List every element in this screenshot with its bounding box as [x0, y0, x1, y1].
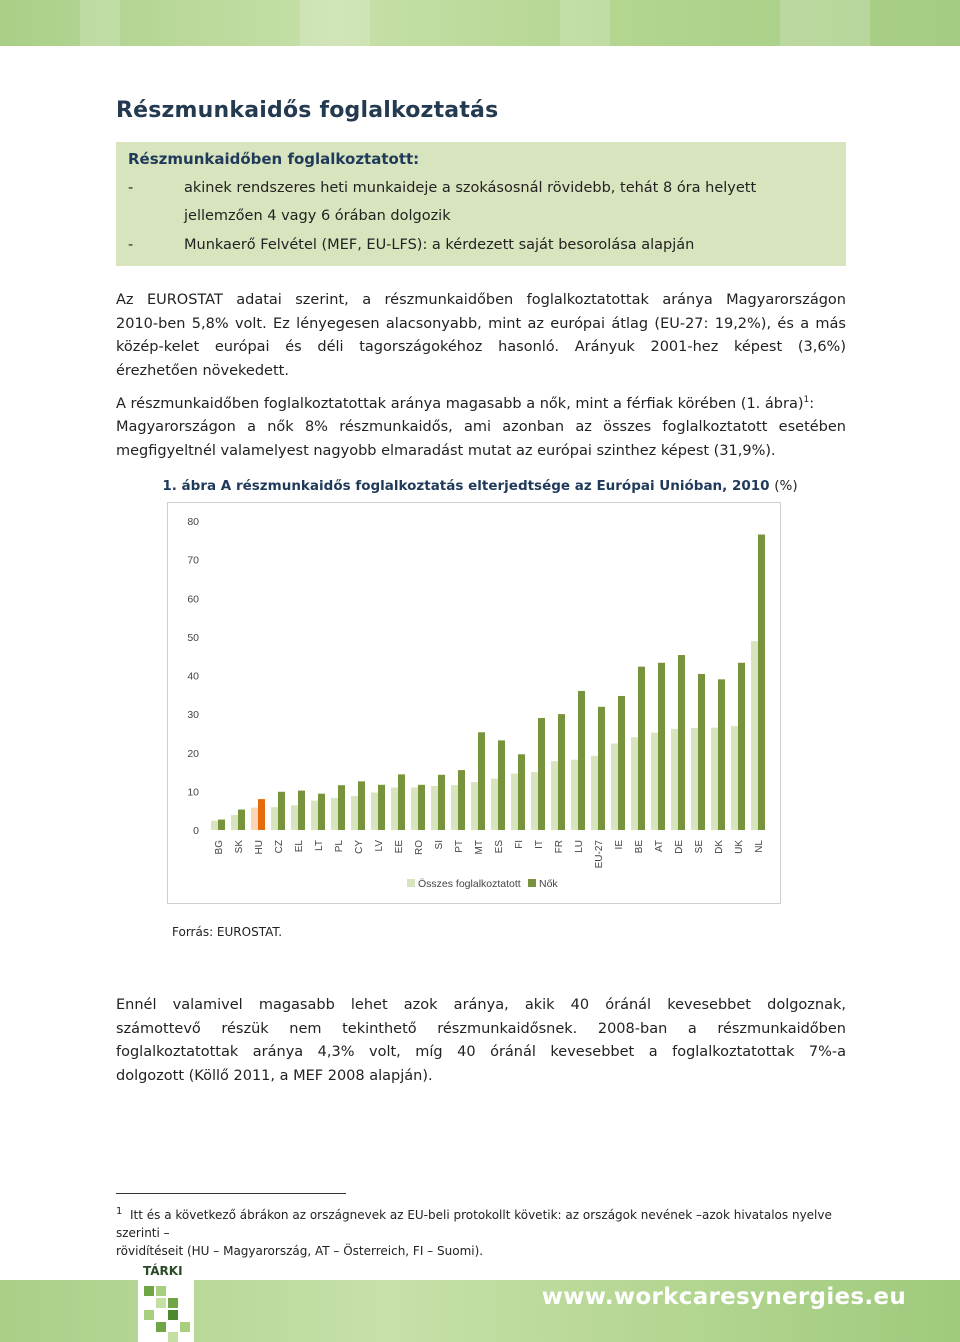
bar-total-SE	[691, 728, 698, 830]
source-note: Forrás: EUROSTAT.	[172, 925, 283, 939]
bar-women-FR	[558, 714, 565, 830]
paragraph-line: 2010-ben 5,8% volt. Ez lényegesen alacsonyabb, mint az európai átlag (EU-27: 19,2%), és a más	[116, 315, 846, 332]
x-tick-label: PT	[454, 840, 465, 853]
bar-women-RO	[418, 785, 425, 830]
bar-total-CZ	[271, 807, 278, 830]
page-title: Részmunkaidős foglalkoztatás	[116, 98, 499, 123]
footnote-divider	[116, 1193, 346, 1194]
bar-women-LV	[378, 785, 385, 830]
bar-chart	[168, 503, 780, 903]
bar-total-CY	[351, 796, 358, 830]
bar-women-DE	[678, 655, 685, 830]
bar-women-EL	[298, 791, 305, 830]
bar-total-BE	[631, 737, 638, 830]
x-tick-label: BE	[634, 840, 645, 854]
y-tick-label: 70	[187, 554, 199, 567]
bar-women-DK	[718, 679, 725, 830]
y-tick-label: 20	[187, 747, 199, 760]
colon: :	[809, 395, 815, 412]
y-tick-label: 60	[187, 593, 199, 606]
paragraph-line	[116, 389, 846, 416]
bar-total-EU-27	[591, 756, 598, 830]
x-tick-label: EE	[394, 840, 405, 854]
footnote-marker[interactable]: 1	[803, 395, 810, 405]
x-tick-label: IT	[534, 840, 545, 849]
paragraph-line: megfigyeltnél valamelyest nagyobb elmaradást mutat az európai szinthez képest (31,9%).	[116, 442, 776, 459]
bar-women-PL	[338, 785, 345, 830]
x-tick-label: PL	[334, 840, 345, 853]
figure-title	[0, 478, 960, 494]
x-tick-label: LU	[574, 840, 585, 853]
bar-women-CY	[358, 781, 365, 830]
paragraph-line: Magyarországon a nők 8% részmunkaidős, ami azonban az összes foglalkoztatott esetében	[116, 419, 846, 436]
bar-total-HU	[251, 808, 258, 830]
y-tick-label: 80	[187, 516, 199, 528]
definition-dash-1: -	[128, 180, 134, 196]
bar-women-SE	[698, 674, 705, 830]
bar-women-EU-27	[598, 707, 605, 830]
paragraph-line: foglalkoztatottak aránya 4,3% volt, míg 40 óránál kevesebbet a foglalkoztatottak 7%-a	[116, 1044, 846, 1060]
bar-women-ES	[498, 740, 505, 830]
paragraph-line: számottevő részük nem tekinthető részmunkaidősnek. 2008-ban a részmunkaidőben	[116, 1020, 846, 1037]
figure-unit: (%)	[774, 478, 798, 494]
legend-label-total: Összes foglalkoztatott	[418, 878, 521, 890]
x-tick-label: CZ	[274, 840, 285, 854]
x-tick-label: CY	[354, 840, 365, 854]
paragraph-line: érezhetően növekedett.	[116, 362, 289, 379]
x-tick-label: FI	[514, 840, 525, 849]
bar-women-FI	[518, 754, 525, 830]
bar-total-IT	[531, 772, 538, 830]
x-tick-label: RO	[414, 840, 425, 855]
x-tick-label: SE	[694, 840, 705, 854]
bar-women-EE	[398, 774, 405, 830]
bar-women-HU	[258, 799, 265, 830]
bar-total-RO	[411, 788, 418, 830]
bar-total-AT	[651, 733, 658, 830]
x-tick-label: HU	[254, 840, 265, 855]
footnote-text-1: Itt és a következő ábrákon az országnevek az EU-beli protokollt követik: az országok nevének –azok hivatalos nyelve szerinti –	[116, 1208, 832, 1240]
paragraph-line: Az EUROSTAT adatai szerint, a részmunkaidőben foglalkoztatottak aránya Magyarországon	[116, 292, 846, 308]
x-tick-label: DE	[674, 840, 685, 854]
chart-frame	[167, 502, 781, 904]
bar-total-SI	[431, 786, 438, 830]
definition-dash-2: -	[128, 237, 134, 253]
bar-women-CZ	[278, 792, 285, 830]
y-tick-label: 50	[187, 631, 199, 644]
bar-women-MT	[478, 732, 485, 830]
x-tick-label: EL	[294, 840, 305, 853]
bar-total-DE	[671, 729, 678, 830]
bar-total-ES	[491, 779, 498, 830]
footnote	[116, 1203, 846, 1260]
x-tick-label: LT	[314, 840, 325, 851]
bar-total-FR	[551, 761, 558, 830]
x-tick-label: SI	[434, 840, 445, 850]
x-tick-label: SK	[234, 840, 245, 854]
x-tick-label: EU-27	[594, 840, 605, 869]
bar-women-BE	[638, 667, 645, 830]
paragraph-line: közép-kelet európai és déli tagországokéhoz hasonló. Arányuk 2001-hez képest (3,6%)	[116, 339, 846, 355]
bar-total-UK	[731, 726, 738, 830]
bar-women-LU	[578, 691, 585, 830]
x-tick-label: LV	[374, 840, 385, 852]
bar-total-PL	[331, 798, 338, 830]
bar-total-LU	[571, 760, 578, 830]
x-tick-label: BG	[214, 840, 225, 855]
x-tick-label: MT	[474, 840, 485, 855]
bar-total-FI	[511, 774, 518, 830]
x-tick-label: FR	[554, 840, 565, 854]
y-tick-label: 0	[193, 825, 199, 837]
bar-women-UK	[738, 663, 745, 830]
paragraph-line: Ennél valamivel magasabb lehet azok aránya, akik 40 óránál kevesebbet dolgoznak,	[116, 997, 846, 1013]
paragraph-text: A részmunkaidőben foglalkoztatottak aránya magasabb a nők, mint a férfiak körében (1. ábra)	[116, 395, 804, 412]
paragraph-line: dolgozott (Köllő 2011, a MEF 2008 alapján).	[116, 1067, 433, 1084]
x-tick-label: ES	[494, 840, 505, 854]
bar-total-LV	[371, 793, 378, 830]
x-tick-label: UK	[734, 840, 745, 854]
definition-item-2: Munkaerő Felvétel (MEF, EU-LFS): a kérdezett saját besorolása alapján	[184, 237, 695, 253]
footnote-number: 1	[116, 1206, 123, 1217]
x-tick-label: IE	[614, 840, 625, 850]
bar-total-DK	[711, 728, 718, 830]
logo-text: TÁRKI	[143, 1264, 183, 1278]
figure-title-text: 1. ábra A részmunkaidős foglalkoztatás elterjedtsége az Európai Unióban, 2010	[162, 478, 770, 494]
legend-swatch-total	[407, 879, 415, 887]
y-tick-label: 30	[187, 709, 199, 722]
bar-women-SI	[438, 775, 445, 830]
paragraph-women	[116, 389, 846, 463]
bar-women-IE	[618, 696, 625, 830]
bar-total-EE	[391, 788, 398, 830]
bar-total-LT	[311, 801, 318, 830]
bar-women-AT	[658, 663, 665, 830]
definition-item-1: akinek rendszeres heti munkaideje a szokásosnál rövidebb, tehát 8 óra helyett	[184, 180, 757, 196]
website-url[interactable]: www.workcaresynergies.eu	[541, 1284, 906, 1310]
definition-box	[116, 142, 846, 266]
bar-total-SK	[231, 815, 238, 830]
bar-total-MT	[471, 782, 478, 830]
bar-total-IE	[611, 743, 618, 830]
bar-total-EL	[291, 805, 298, 830]
x-tick-label: NL	[754, 840, 765, 853]
definition-item-1-cont: jellemzően 4 vagy 6 órában dolgozik	[184, 208, 451, 224]
bar-women-PT	[458, 770, 465, 830]
paragraph-eurostat	[116, 289, 846, 383]
bar-women-BG	[218, 820, 225, 830]
top-decorative-band	[0, 0, 960, 46]
paragraph-40-hours	[116, 994, 846, 1088]
bar-women-SK	[238, 810, 245, 830]
footnote-text-2: rövidítéseit (HU – Magyarország, AT – Österreich, FI – Suomi).	[116, 1244, 484, 1258]
bar-women-LT	[318, 794, 325, 830]
bar-total-NL	[751, 641, 758, 830]
x-tick-label: DK	[714, 840, 725, 854]
bar-women-IT	[538, 718, 545, 830]
legend-label-women: Nők	[539, 878, 558, 890]
x-tick-label: AT	[654, 840, 665, 853]
bar-total-BG	[211, 821, 218, 830]
y-tick-label: 40	[187, 670, 199, 683]
definition-heading: Részmunkaidőben foglalkoztatott:	[128, 150, 420, 168]
y-tick-label: 10	[187, 786, 199, 799]
bar-women-NL	[758, 535, 765, 830]
bar-total-PT	[451, 785, 458, 830]
legend-swatch-women	[528, 879, 536, 887]
